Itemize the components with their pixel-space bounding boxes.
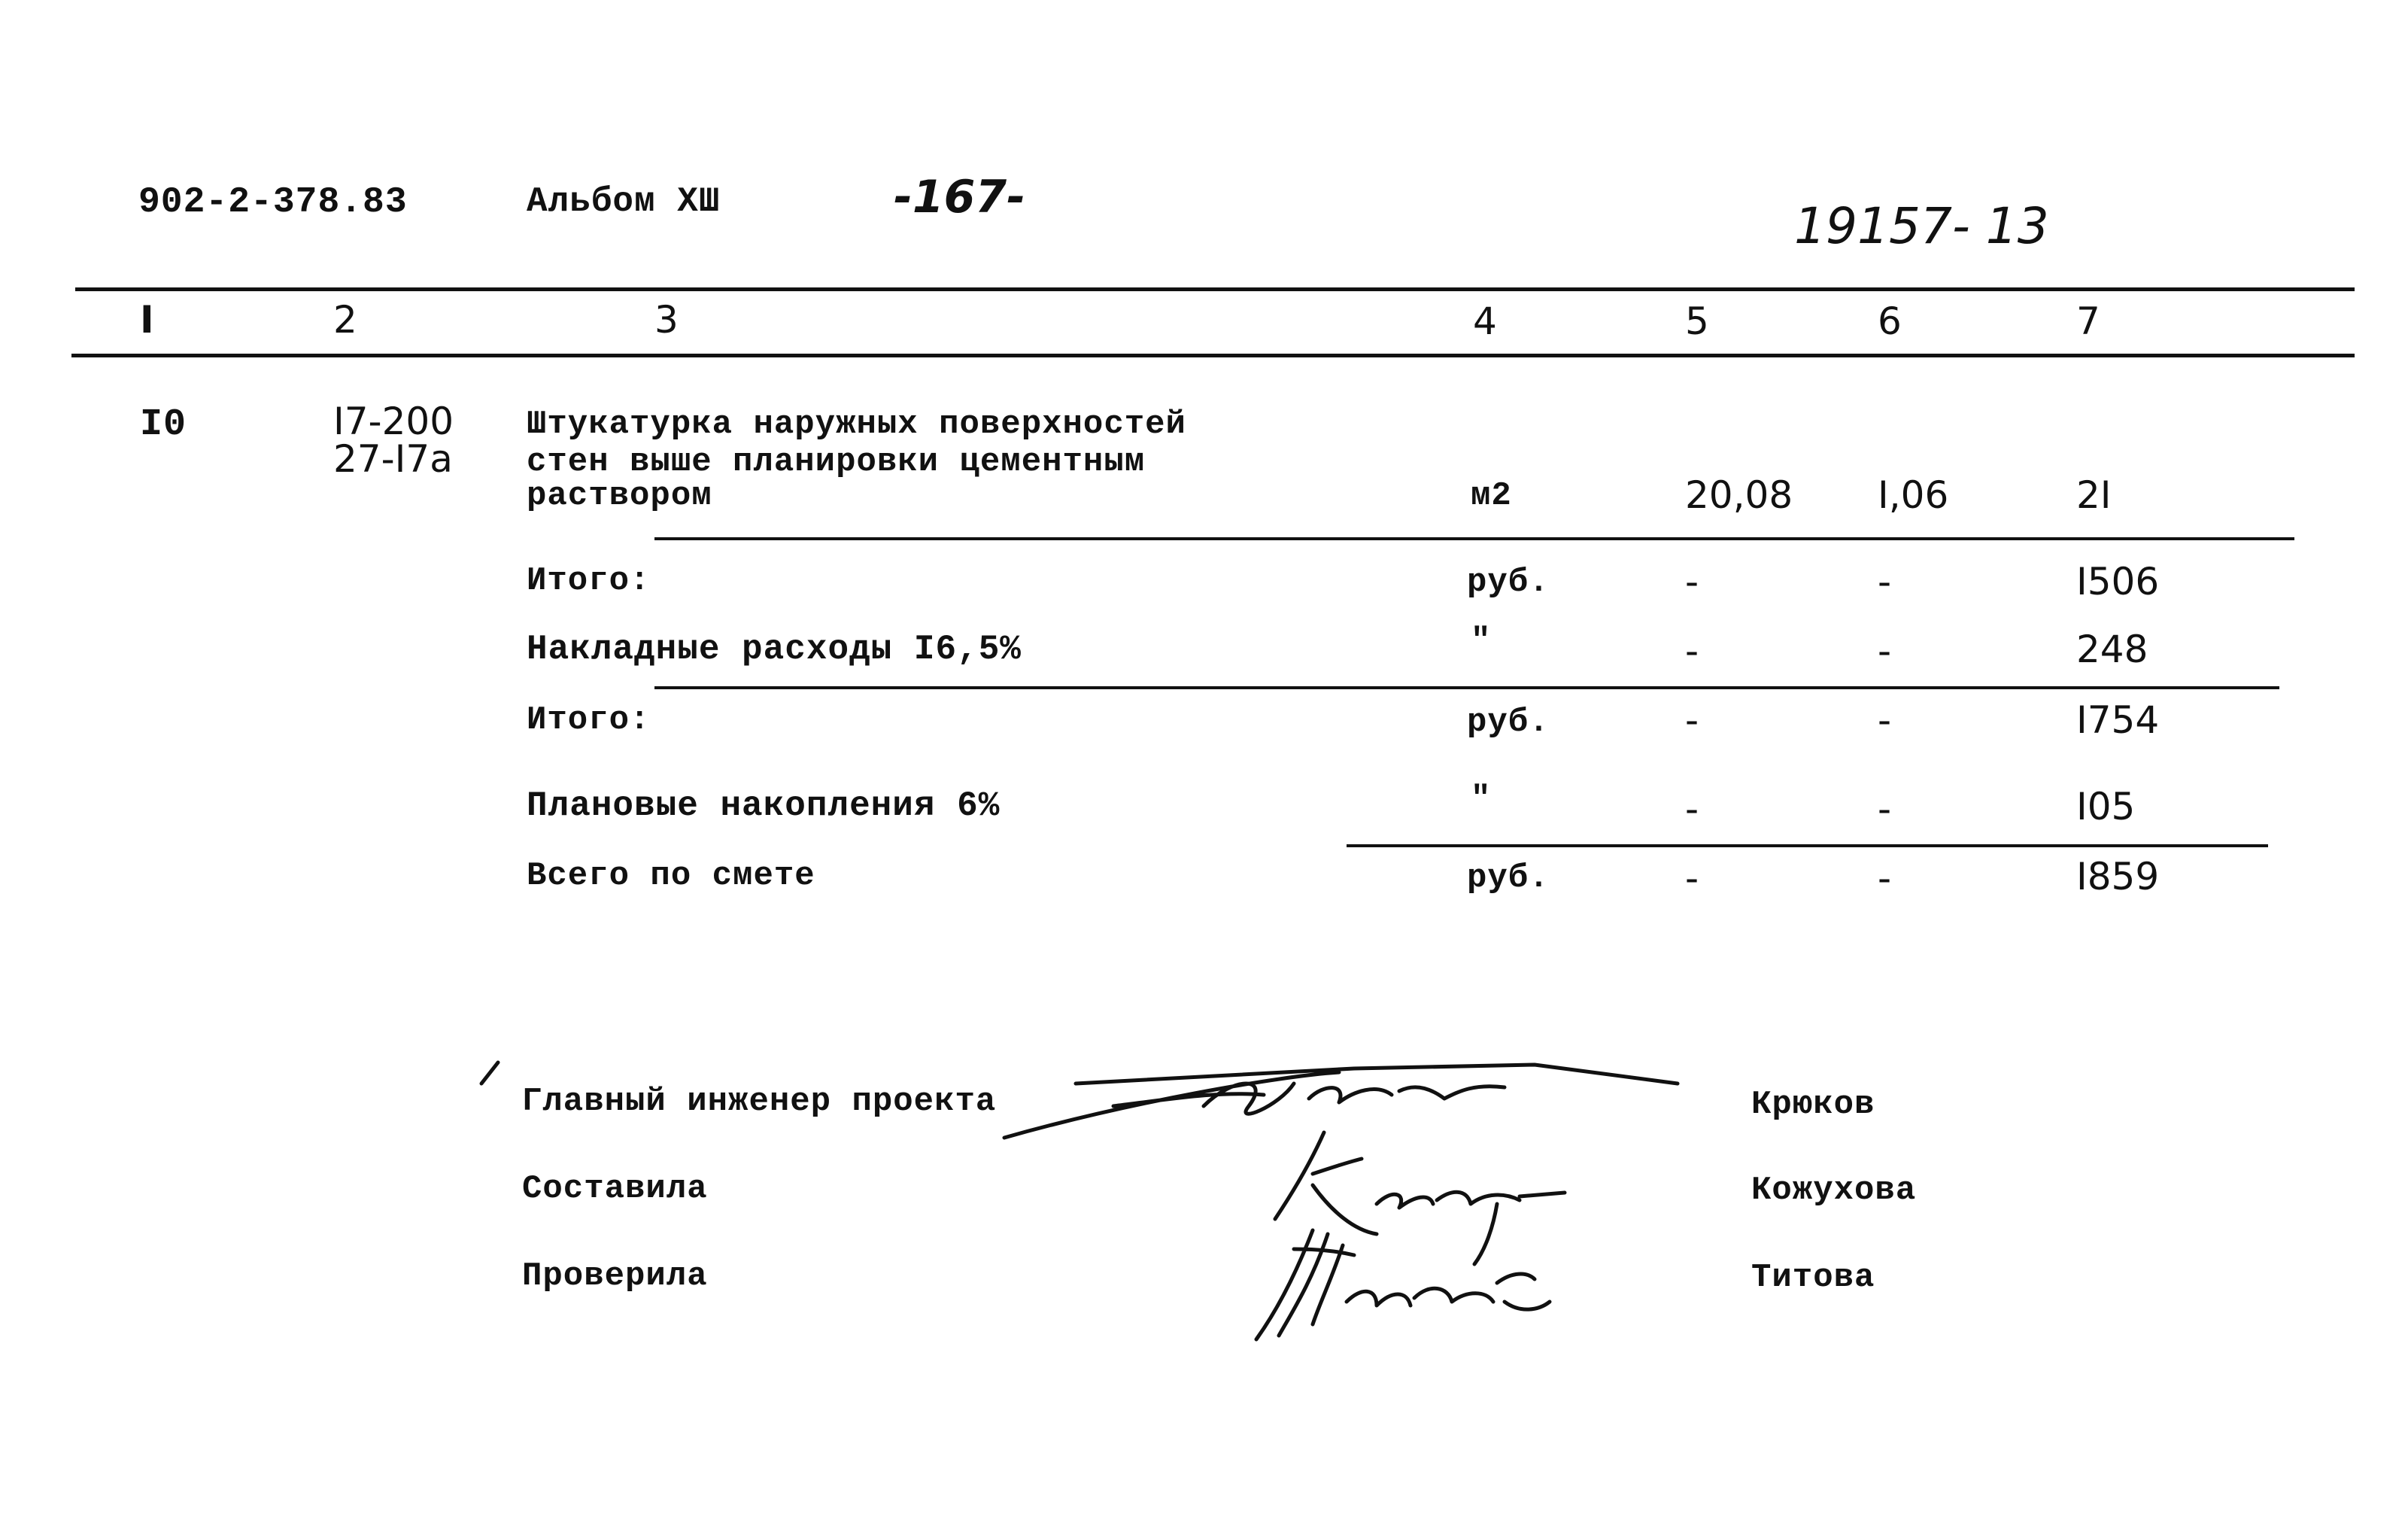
item-description-line-2: стен выше планировки цементным (527, 443, 1146, 481)
summary-unit-2: " (1471, 622, 1492, 660)
item-description-line-1: Штукатурка наружных поверхностей (527, 406, 1186, 443)
column-header-1: I (140, 298, 154, 342)
summary-c6-1: - (1878, 560, 1892, 603)
summary-value-5: I859 (2076, 855, 2160, 898)
item-description-line-3: раствором (527, 477, 712, 515)
summary-label-3: Итого: (527, 701, 651, 739)
summary-unit-4: " (1471, 780, 1492, 818)
item-code-2: 27-I7а (333, 437, 453, 481)
summary-c5-5: - (1685, 856, 1699, 900)
summary-unit-1: руб. (1467, 564, 1550, 601)
summary-label-1: Итого: (527, 562, 651, 600)
document-code: 902-2-378.83 (138, 182, 408, 223)
tick-mark (481, 1062, 498, 1084)
summary-value-4: I05 (2076, 785, 2136, 828)
summary-label-5: Всего по смете (527, 857, 815, 895)
summary-c6-2: - (1878, 629, 1892, 673)
signature-name-chief-engineer: Крюков (1751, 1086, 1875, 1123)
summary-unit-5: руб. (1467, 859, 1550, 897)
summary-c6-3: - (1878, 698, 1892, 742)
summary-c5-1: - (1685, 560, 1699, 603)
column-header-5: 5 (1685, 299, 1709, 343)
signature-role-chief-engineer: Главный инженер проекта (522, 1083, 997, 1120)
summary-unit-3: руб. (1467, 704, 1550, 741)
summary-value-1: I506 (2076, 560, 2160, 603)
signature-compiled (1275, 1132, 1565, 1264)
summary-value-2: 248 (2076, 628, 2148, 671)
column-header-2: 2 (333, 298, 357, 342)
signature-chief-engineer (1004, 1065, 1678, 1138)
summary-c5-2: - (1685, 629, 1699, 673)
signature-role-compiled: Составила (522, 1170, 708, 1208)
item-unit: м2 (1471, 477, 1512, 515)
item-code-1: I7-200 (333, 400, 454, 443)
column-header-4: 4 (1473, 299, 1497, 343)
summary-c6-5: - (1878, 856, 1892, 900)
summary-label-4: Плановые накопления 6% (527, 786, 1001, 825)
item-number: I0 (140, 403, 187, 446)
summary-c5-3: - (1685, 698, 1699, 742)
signature-name-checked: Титова (1751, 1259, 1875, 1296)
summary-value-3: I754 (2076, 698, 2160, 742)
item-total: 2I (2076, 473, 2112, 517)
item-quantity: 20,08 (1685, 473, 1793, 517)
album-label: Альбом XШ (527, 182, 721, 221)
signature-name-compiled: Кожухова (1751, 1172, 1917, 1209)
page-number: -167- (894, 171, 1026, 223)
summary-c5-4: - (1685, 787, 1699, 831)
item-coefficient: I,06 (1878, 473, 1949, 517)
summary-c6-4: - (1878, 787, 1892, 831)
summary-label-2: Накладные расходы I6,5% (527, 630, 1022, 669)
column-header-7: 7 (2076, 299, 2100, 343)
archive-stamp: 19157- 13 (1794, 197, 2049, 255)
signature-role-checked: Проверила (522, 1257, 708, 1295)
column-header-3: 3 (654, 298, 679, 342)
column-header-6: 6 (1878, 299, 1902, 343)
signature-checked (1256, 1230, 1550, 1339)
